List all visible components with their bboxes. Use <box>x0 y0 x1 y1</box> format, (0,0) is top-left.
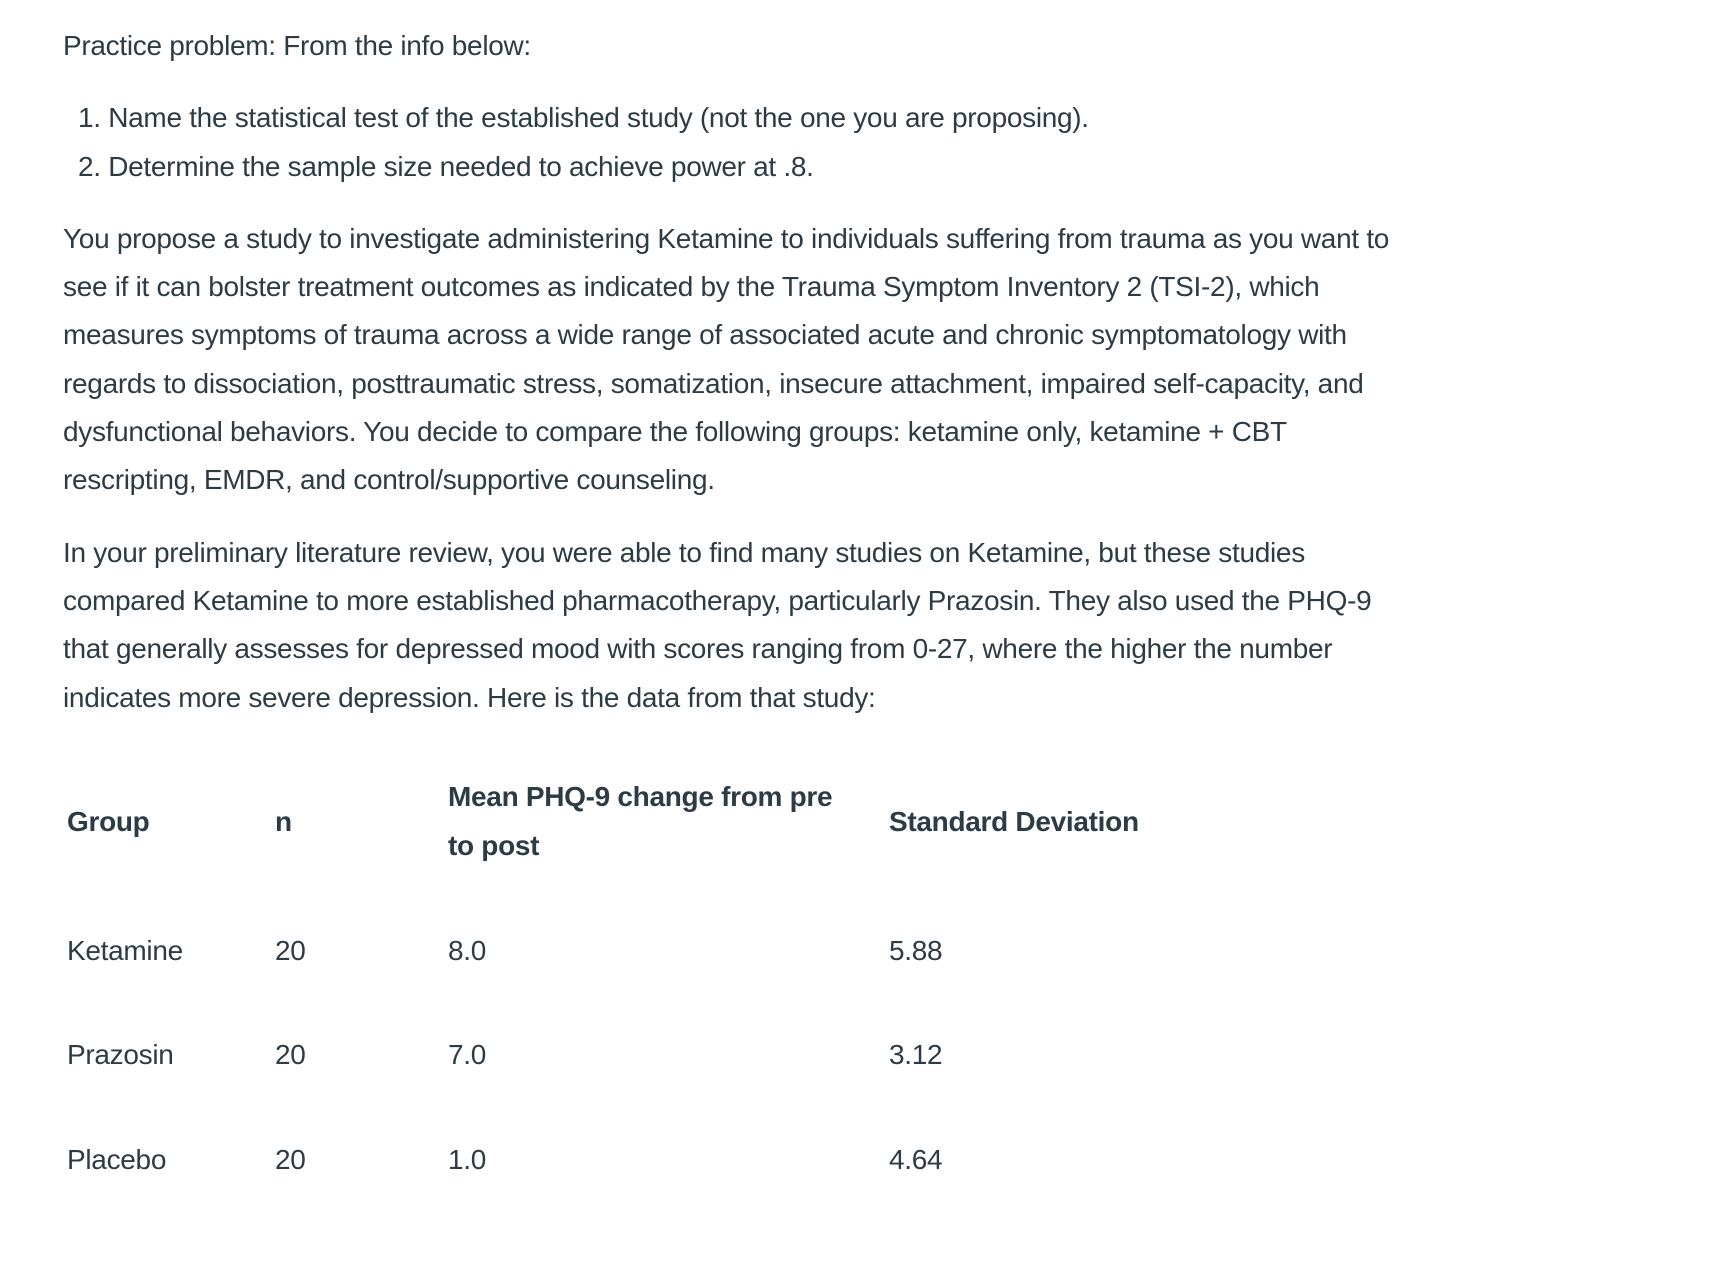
paragraph-line: In your preliminary literature review, you were able to find many studies on Ketamine, but these studies <box>63 537 1305 568</box>
cell-group: Placebo <box>67 1144 167 1175</box>
paragraph-line: measures symptoms of trauma across a wide range of associated acute and chronic symptomatology with <box>63 319 1347 350</box>
task-item: 1. Name the statistical test of the established study (not the one you are proposing). <box>78 102 1089 133</box>
cell-group: Ketamine <box>67 935 183 966</box>
header-n: n <box>275 806 292 837</box>
paragraph-line: see if it can bolster treatment outcomes as indicated by the Trauma Symptom Inventory 2 (TSI-2), which <box>63 271 1320 302</box>
paragraph-line: rescripting, EMDR, and control/supportive counseling. <box>63 464 715 495</box>
cell-sd: 3.12 <box>889 1039 943 1070</box>
paragraph-line: compared Ketamine to more established pharmacotherapy, particularly Prazosin. They also used the PHQ-9 <box>63 585 1372 616</box>
cell-sd: 5.88 <box>889 935 943 966</box>
cell-sd: 4.64 <box>889 1144 943 1175</box>
cell-group: Prazosin <box>67 1039 174 1070</box>
cell-mean: 7.0 <box>448 1039 487 1070</box>
cell-mean: 1.0 <box>448 1144 487 1175</box>
header-sd: Standard Deviation <box>889 806 1139 837</box>
header-group: Group <box>67 806 150 837</box>
header-mean-change: Mean PHQ-9 change from pre <box>448 781 833 812</box>
paragraph-line: that generally assesses for depressed mood with scores ranging from 0-27, where the higher the number <box>63 633 1333 664</box>
intro-text: Practice problem: From the info below: <box>63 30 531 61</box>
cell-mean: 8.0 <box>448 935 487 966</box>
cell-n: 20 <box>275 1039 306 1070</box>
header-mean-change-cont: to post <box>448 830 540 861</box>
paragraph-line: You propose a study to investigate administering Ketamine to individuals suffering from trauma as you want to <box>63 223 1390 254</box>
task-item: 2. Determine the sample size needed to achieve power at .8. <box>78 151 814 182</box>
cell-n: 20 <box>275 935 306 966</box>
cell-n: 20 <box>275 1144 306 1175</box>
paragraph-line: regards to dissociation, posttraumatic stress, somatization, insecure attachment, impaired self-capacity, and <box>63 368 1364 399</box>
paragraph-line: indicates more severe depression. Here is the data from that study: <box>63 682 876 713</box>
paragraph-line: dysfunctional behaviors. You decide to compare the following groups: ketamine only, ketamine + CBT <box>63 416 1287 447</box>
